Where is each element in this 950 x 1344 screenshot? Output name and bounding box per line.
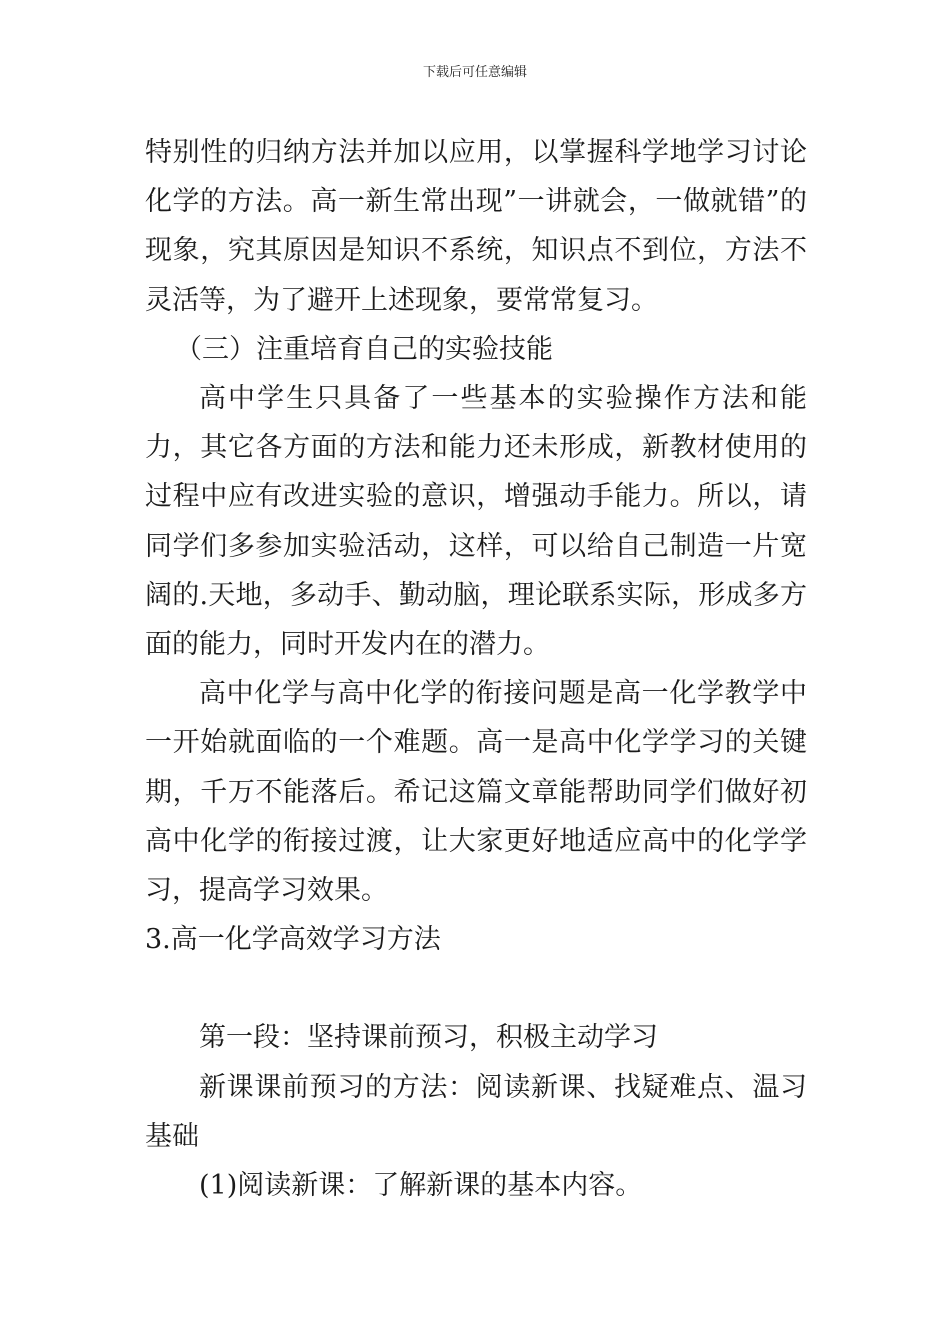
spacer bbox=[145, 964, 807, 1013]
section-title-efficient-methods: 3.高一化学高效学习方法 bbox=[145, 924, 441, 956]
subsection-heading-preview: 第一段：坚持课前预习，积极主动学习 bbox=[199, 1022, 658, 1054]
document-body bbox=[145, 128, 807, 1210]
list-item-read-new-lesson: (1)阅读新课：了解新课的基本内容。 bbox=[199, 1170, 643, 1202]
page-header-note: 下载后可任意编辑 bbox=[422, 65, 527, 80]
paragraph-experiment-skills: 高中学生只具备了一些基本的实验操作方法和能力，其它各方面的方法和能力还未形成，新教材使用的过程中应有改进实验的意识，增强动手能力。所以，请同学们多参加实验活动，这样，可以给自己制造一片宽阔的.天地，多动手、勤动脑，理论联系实际，形成多方面的能力，同时开发内在的潜力。 bbox=[145, 383, 807, 661]
paragraph-transition-summary: 高中化学与高中化学的衔接问题是高一化学教学中一开始就面临的一个难题。高一是高中化学学习的关键期，千万不能落后。希记这篇文章能帮助同学们做好初高中化学的衔接过渡，让大家更好地适应高中的化学学习，提高学习效果。 bbox=[145, 678, 807, 907]
paragraph-preview-methods: 新课课前预习的方法：阅读新课、找疑难点、温习基础 bbox=[145, 1071, 807, 1152]
section-heading-experiment-skills: （三）注重培育自己的实验技能 bbox=[175, 333, 553, 365]
paragraph-review-methods: 特别性的归纳方法并加以应用，以掌握科学地学习讨论化学的方法。高一新生常出现”一讲就会，一做就错”的现象，究其原因是知识不系统，知识点不到位，方法不灵活等，为了避开上述现象，要常常复习。 bbox=[145, 137, 807, 316]
